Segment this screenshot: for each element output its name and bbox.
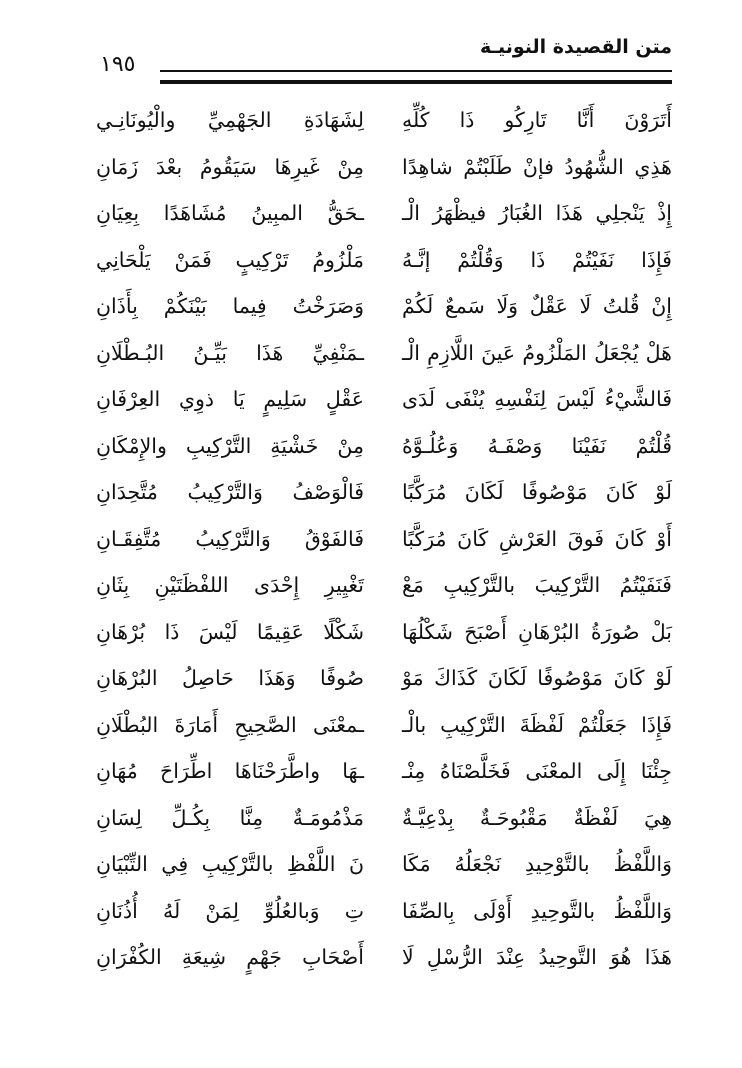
verse-first-hemistich: وَاللَّفْظُ بالتَّوْحِيدِ نَجْعَلُهُ مَكَا: [402, 852, 672, 876]
verse-line: [96, 424, 672, 471]
verse-first-hemistich: هَلْ يُجْعَلُ المَلْزُومُ عَينَ اللَّازِمِ الْـ: [402, 340, 672, 365]
verse-second-hemistich: تَغْيِيرِ إِحْدَى اللفْظَتَيْنِ بِثَانِ: [96, 573, 364, 597]
verse-line: [96, 377, 672, 424]
verse-line: [96, 935, 672, 982]
verse-line: [96, 749, 672, 796]
verse-second-hemistich: أَصْحَابِ جَهْمٍ شِيعَةِ الكُفْرَانِ: [96, 945, 364, 969]
verse-second-hemistich: مَلْزُومُ تَرْكِيبٍ فَمَنْ يَلْحَانِي: [96, 247, 364, 272]
verse-second-hemistich: عَقْلٍ سَلِيمٍ يَا ذوِي العِرْفَانِ: [96, 387, 364, 411]
verse-second-hemistich: تِ وَبالعُلُوِّ لِمَنْ لَهُ أُذُنَانِ: [96, 898, 364, 923]
verse-second-hemistich: ـمعْنَى الصَّحِيحِ أَمَارَةَ البُطْلَانِ: [96, 712, 364, 737]
page-header: [96, 30, 672, 88]
verse-second-hemistich: شَكْلًا عَقِيمًا لَيْسَ ذَا بُرْهَانِ: [96, 619, 364, 644]
verse-line: [96, 842, 672, 889]
verse-second-hemistich: مِنْ خَشْيَةِ التَّرْكِيبِ والإِمْكَانِ: [96, 433, 364, 458]
page-number: ١٩٥: [100, 52, 136, 77]
verse-line: [96, 796, 672, 843]
verse-first-hemistich: لَوْ كَانَ مَوْصُوفًا لَكَانَ كَذَاكَ مَوْ: [402, 666, 672, 690]
verse-second-hemistich: ـحَقُّ المبِينُ مُشَاهَدًا بِعِيَانِ: [96, 201, 364, 225]
verse-line: [96, 656, 672, 703]
verse-second-hemistich: نَ اللَّفْظِ بالتَّرْكِيبِ فِي التِّبْيَانِ: [96, 852, 364, 876]
verse-line: [96, 563, 672, 610]
verse-line: [96, 191, 672, 238]
poem-body: [96, 98, 672, 982]
verse-line: [96, 610, 672, 657]
verse-line: [96, 238, 672, 285]
verse-first-hemistich: أَوْ كَانَ فَوقَ العَرْشِ كَانَ مُرَكَّبًا: [402, 526, 672, 551]
verse-line: [96, 517, 672, 564]
verse-line: [96, 703, 672, 750]
verse-first-hemistich: فَالشَّيْءُ لَيْسَ لِنَفْسِهِ يُنْفَى لَدَى: [402, 387, 672, 411]
verse-line: [96, 470, 672, 517]
verse-first-hemistich: فَإِذَا جَعَلْتُمْ لَفْظَةَ التَّرْكِيبِ بالْـ: [402, 712, 672, 737]
verse-first-hemistich: جِئْنَا إِلَى المعْنَى فَخَلَّصْنَاهُ مِنْـ: [402, 759, 672, 783]
verse-second-hemistich: فَالفَوْقُ وَالتَّرْكِيبُ مُتَّفِقَـانِ: [96, 526, 364, 551]
verse-first-hemistich: إِنْ قُلتُ لَا عَقْلٌ وَلَا سَمعٌ لَكُمْ: [402, 294, 672, 318]
verse-second-hemistich: صُوفًا وَهَذَا حَاصِلُ البُرْهَانِ: [96, 666, 364, 690]
verse-second-hemistich: مَذْمُومَـةٌ مِنَّا بِكُـلِّ لِسَانِ: [96, 805, 364, 830]
verse-first-hemistich: فَنَفَيْتُمُ التَّرْكِيبَ بالتَّرْكِيبِ مَعْ: [402, 573, 672, 597]
verse-line: [96, 145, 672, 192]
header-rule: [160, 70, 672, 84]
verse-line: [96, 98, 672, 145]
verse-first-hemistich: إِذْ يَنْجلِي هَذَا الغُبَارُ فيظْهَرُ الْـ: [402, 201, 672, 225]
verse-first-hemistich: هِيَ لَفْظَةٌ مَقْبُوحَـةٌ بِدْعِيَّـةٌ: [402, 805, 672, 830]
verse-first-hemistich: فَإِذَا نَفَيْتُمْ ذَا وَقُلْتُمْ إنَّـهُ: [402, 247, 672, 272]
verse-second-hemistich: وَصَرَخْتُ فِيما بَيْنَكُمْ بِأَذَانِ: [96, 294, 364, 318]
verse-second-hemistich: ـهَا واطَّرَحْنَاهَا اطِّرَاحَ مُهَانِ: [96, 759, 364, 783]
verse-second-hemistich: ـمَنْفِيِّ هَذَا بَيِّـنُ البُـطْلَانِ: [96, 340, 364, 365]
verse-second-hemistich: لِشَهَادَةِ الجَهْمِيِّ والْيُونَانِـي: [96, 108, 364, 132]
verse-line: [96, 331, 672, 378]
verse-first-hemistich: وَاللَّفْظُ بالتَّوحِيدِ أَوْلَى بِالصِّفَا: [402, 898, 672, 923]
verse-second-hemistich: فَالْوَصْفُ وَالتَّرْكِيبُ مُتَّحِدَانِ: [96, 480, 364, 504]
verse-first-hemistich: قُلْتُمْ نَفَيْنَا وَصْفَـهُ وَعُلُـوَّهُ: [402, 433, 672, 458]
verse-first-hemistich: بَلْ صُورَةُ البُرْهَانِ أَصْبَحَ شَكْلُهَا: [402, 619, 672, 644]
verse-line: [96, 284, 672, 331]
verse-first-hemistich: هَذَا هُوَ التَّوحِيدُ عِنْدَ الرُّسْلِ لَا: [402, 945, 672, 969]
verse-first-hemistich: أَتَرَوْنَ أَنَّا تَارِكُو ذَا كُلِّهِ: [402, 108, 672, 132]
verse-first-hemistich: هَذِي الشُّهُودُ فإنْ طَلَبْتُمْ شاهِدًا: [402, 154, 672, 179]
verse-second-hemistich: مِنْ غَيرِهَا سَيَقُومُ بعْدَ زَمَانِ: [96, 154, 364, 179]
verse-first-hemistich: لَوْ كَانَ مَوْصُوفًا لَكَانَ مُرَكَّبًا: [402, 480, 672, 504]
verse-line: [96, 889, 672, 936]
running-title: متن القصيدة النونيـة: [479, 36, 672, 58]
